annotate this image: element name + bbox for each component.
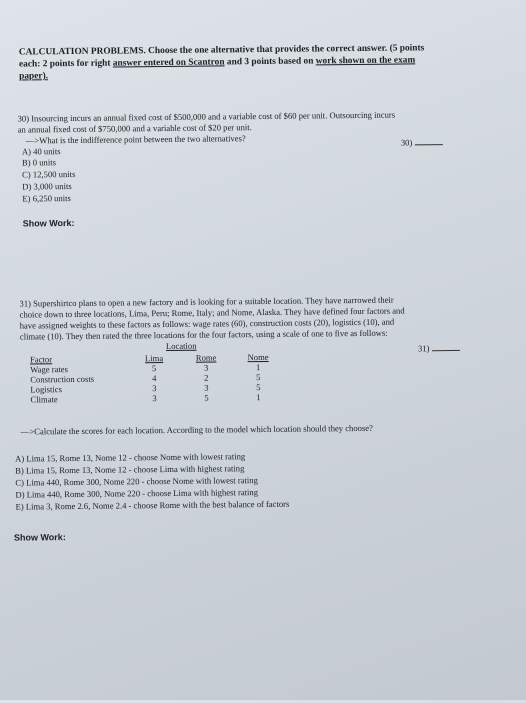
q30-text-line-1: 30) Insourcing incurs an annual fixed cost of $500,000 and a variable cost of $60 per unit. Outsourcing incurs <box>17 109 396 124</box>
instructions-line-3 <box>19 70 48 82</box>
q30-answer-label: 30) <box>400 137 413 148</box>
instructions-text-3: paper). <box>19 71 49 82</box>
q31-option-b: B) Lima 15, Rome 13, Nome 12 - choose Lima with highest rating <box>15 463 245 476</box>
q30-text-line-2: an annual fixed cost of $750,000 and a variable cost of $20 per unit. <box>17 122 252 135</box>
q31-show-work-label: Show Work: <box>13 532 66 543</box>
q31-instruction: —>Calculate the scores for each location. According to the model which location should they choose? <box>20 422 373 437</box>
factor-header: Factor <box>30 354 53 365</box>
q30-option-c: C) 12,500 units <box>22 168 76 180</box>
instructions-text-2d: work shown on the exam <box>315 55 416 67</box>
rating-cell: 3 <box>203 362 209 373</box>
factor-cell: Logistics <box>30 384 62 395</box>
rating-cell: 5 <box>256 372 261 383</box>
q31-option-a: A) Lima 15, Rome 13, Nome 12 - choose Nome with lowest rating <box>15 451 246 464</box>
rating-cell: 3 <box>204 382 209 393</box>
factor-cell: Construction costs <box>30 373 95 385</box>
q31-text-line-3: have assigned weights to these factors as follows: wage rates (60), construction costs (20), logistics (10), and <box>19 316 395 331</box>
table-location-header: Location <box>165 340 197 352</box>
q31-option-e: E) Lima 3, Rome 2.6, Nome 2.4 - choose Rome with the best balance of factors <box>15 498 290 512</box>
q30-option-b: B) 0 units <box>21 157 56 168</box>
factor-cell: Climate <box>30 394 58 405</box>
rating-cell: 1 <box>255 362 261 373</box>
rating-cell: 3 <box>152 383 157 394</box>
column-header-lima: Lima <box>144 353 164 364</box>
q31-text-line-1: 31) Supershirtco plans to open a new factory and is looking for a suitable location. They have narrowed their <box>19 294 394 309</box>
rating-cell: 5 <box>204 392 209 403</box>
q30-option-d: D) 3,000 units <box>22 180 72 192</box>
q31-text-line-2: choice down to three locations, Lima, Peru; Rome, Italy; and Nome, Alaska. They have defined four factors and <box>19 305 405 320</box>
q31-answer-label: 31) <box>417 343 430 354</box>
rating-cell: 1 <box>256 392 261 403</box>
q30-option-e: E) 6,250 units <box>22 193 71 204</box>
instructions-text-2b: answer entered on Scantron <box>112 57 225 69</box>
q31-text-line-4: climate (10). They then rated the three locations for the four factors, using a scale of one to five as follows: <box>19 327 388 342</box>
q30-answer-blank <box>401 136 443 148</box>
instructions-text-2a: each: 2 points for right <box>18 58 113 70</box>
factor-cell: Wage rates <box>30 364 68 375</box>
instructions-text-2c: and 3 points based on <box>224 56 316 68</box>
column-header-nome: Nome <box>247 351 269 363</box>
ratings-table <box>30 352 285 405</box>
rating-cell: 5 <box>151 363 157 374</box>
q30-option-a: A) 40 units <box>21 146 61 157</box>
q31-answer-blank <box>418 342 460 354</box>
rating-cell: 4 <box>152 373 157 384</box>
column-header-rome: Rome <box>195 352 217 363</box>
instructions-text-1: Choose the one alternative that provides the correct answer. (5 points <box>148 43 425 57</box>
q31-option-d: D) Lima 440, Rome 300, Nome 220 - choose Lima with highest rating <box>15 487 259 500</box>
q30-show-work-label: Show Work: <box>22 217 75 229</box>
rating-cell: 3 <box>152 393 157 404</box>
section-title: CALCULATION PROBLEMS. <box>18 46 146 58</box>
q31-option-c: C) Lima 440, Rome 300, Nome 220 - choose Nome with lowest rating <box>15 475 258 488</box>
rating-cell: 2 <box>204 372 209 383</box>
q30-question: —>What is the indifference point between the two alternatives? <box>25 133 246 146</box>
rating-cell: 5 <box>256 382 261 393</box>
table-row <box>30 392 284 405</box>
